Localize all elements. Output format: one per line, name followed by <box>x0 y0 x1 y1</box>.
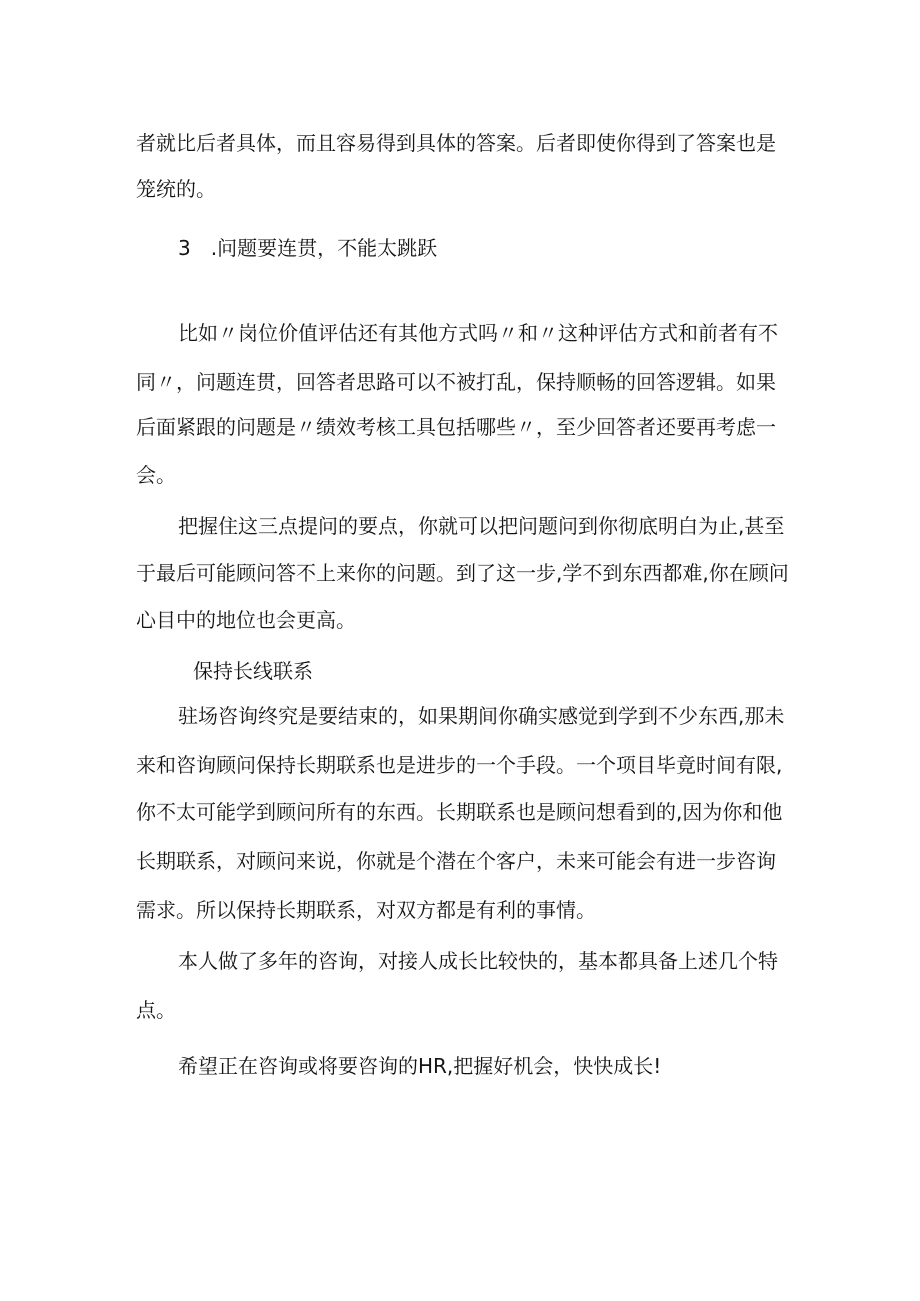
paragraph-line: 笼统的。 <box>136 177 216 201</box>
paragraph-line: 来和咨询顾问保持长期联系也是进步的一个手段。一个项目毕竟时间有限, <box>136 753 783 777</box>
paragraph-line: 者就比后者具体，而且容易得到具体的答案。后者即使你得到了答案也是 <box>136 131 776 155</box>
section-heading: 3 .问题要连贯，不能太跳跃 <box>178 236 438 260</box>
paragraph-line: 于最后可能顾问答不上来你的问题。到了这一步,学不到东西都难,你在顾问 <box>136 561 789 585</box>
section-heading: 保持长线联系 <box>193 659 313 683</box>
paragraph-line: 点。 <box>136 998 176 1022</box>
paragraph-line: 后面紧跟的问题是〃绩效考核工具包括哪些〃，至少回答者还要再考虑一 <box>136 415 776 439</box>
paragraph-line: 心目中的地位也会更高。 <box>136 608 356 632</box>
paragraph-line: 本人做了多年的咨询，对接人成长比较快的，基本都具备上述几个特 <box>178 949 778 973</box>
paragraph-line: 会。 <box>136 463 176 487</box>
paragraph-line: 你不太可能学到顾问所有的东西。长期联系也是顾问想看到的,因为你和他 <box>136 800 783 824</box>
paragraph-line: 比如〃岗位价值评估还有其他方式吗〃和〃这种评估方式和前者有不 <box>178 321 778 345</box>
paragraph-line: 希望正在咨询或将要咨询的HR,把握好机会，快快成长! <box>178 1054 662 1078</box>
paragraph-line: 同〃，问题连贯，回答者思路可以不被打乱，保持顺畅的回答逻辑。如果 <box>136 370 776 394</box>
paragraph-line: 长期联系，对顾问来说，你就是个潜在个客户，未来可能会有进一步咨询 <box>136 849 776 873</box>
paragraph-line: 把握住这三点提问的要点，你就可以把问题问到你彻底明白为止,甚至 <box>178 514 785 538</box>
paragraph-line: 驻场咨询终究是要结束的，如果期间你确实感觉到学到不少东西,那未 <box>178 704 785 728</box>
paragraph-line: 需求。所以保持长期联系，对双方都是有利的事情。 <box>136 898 596 922</box>
